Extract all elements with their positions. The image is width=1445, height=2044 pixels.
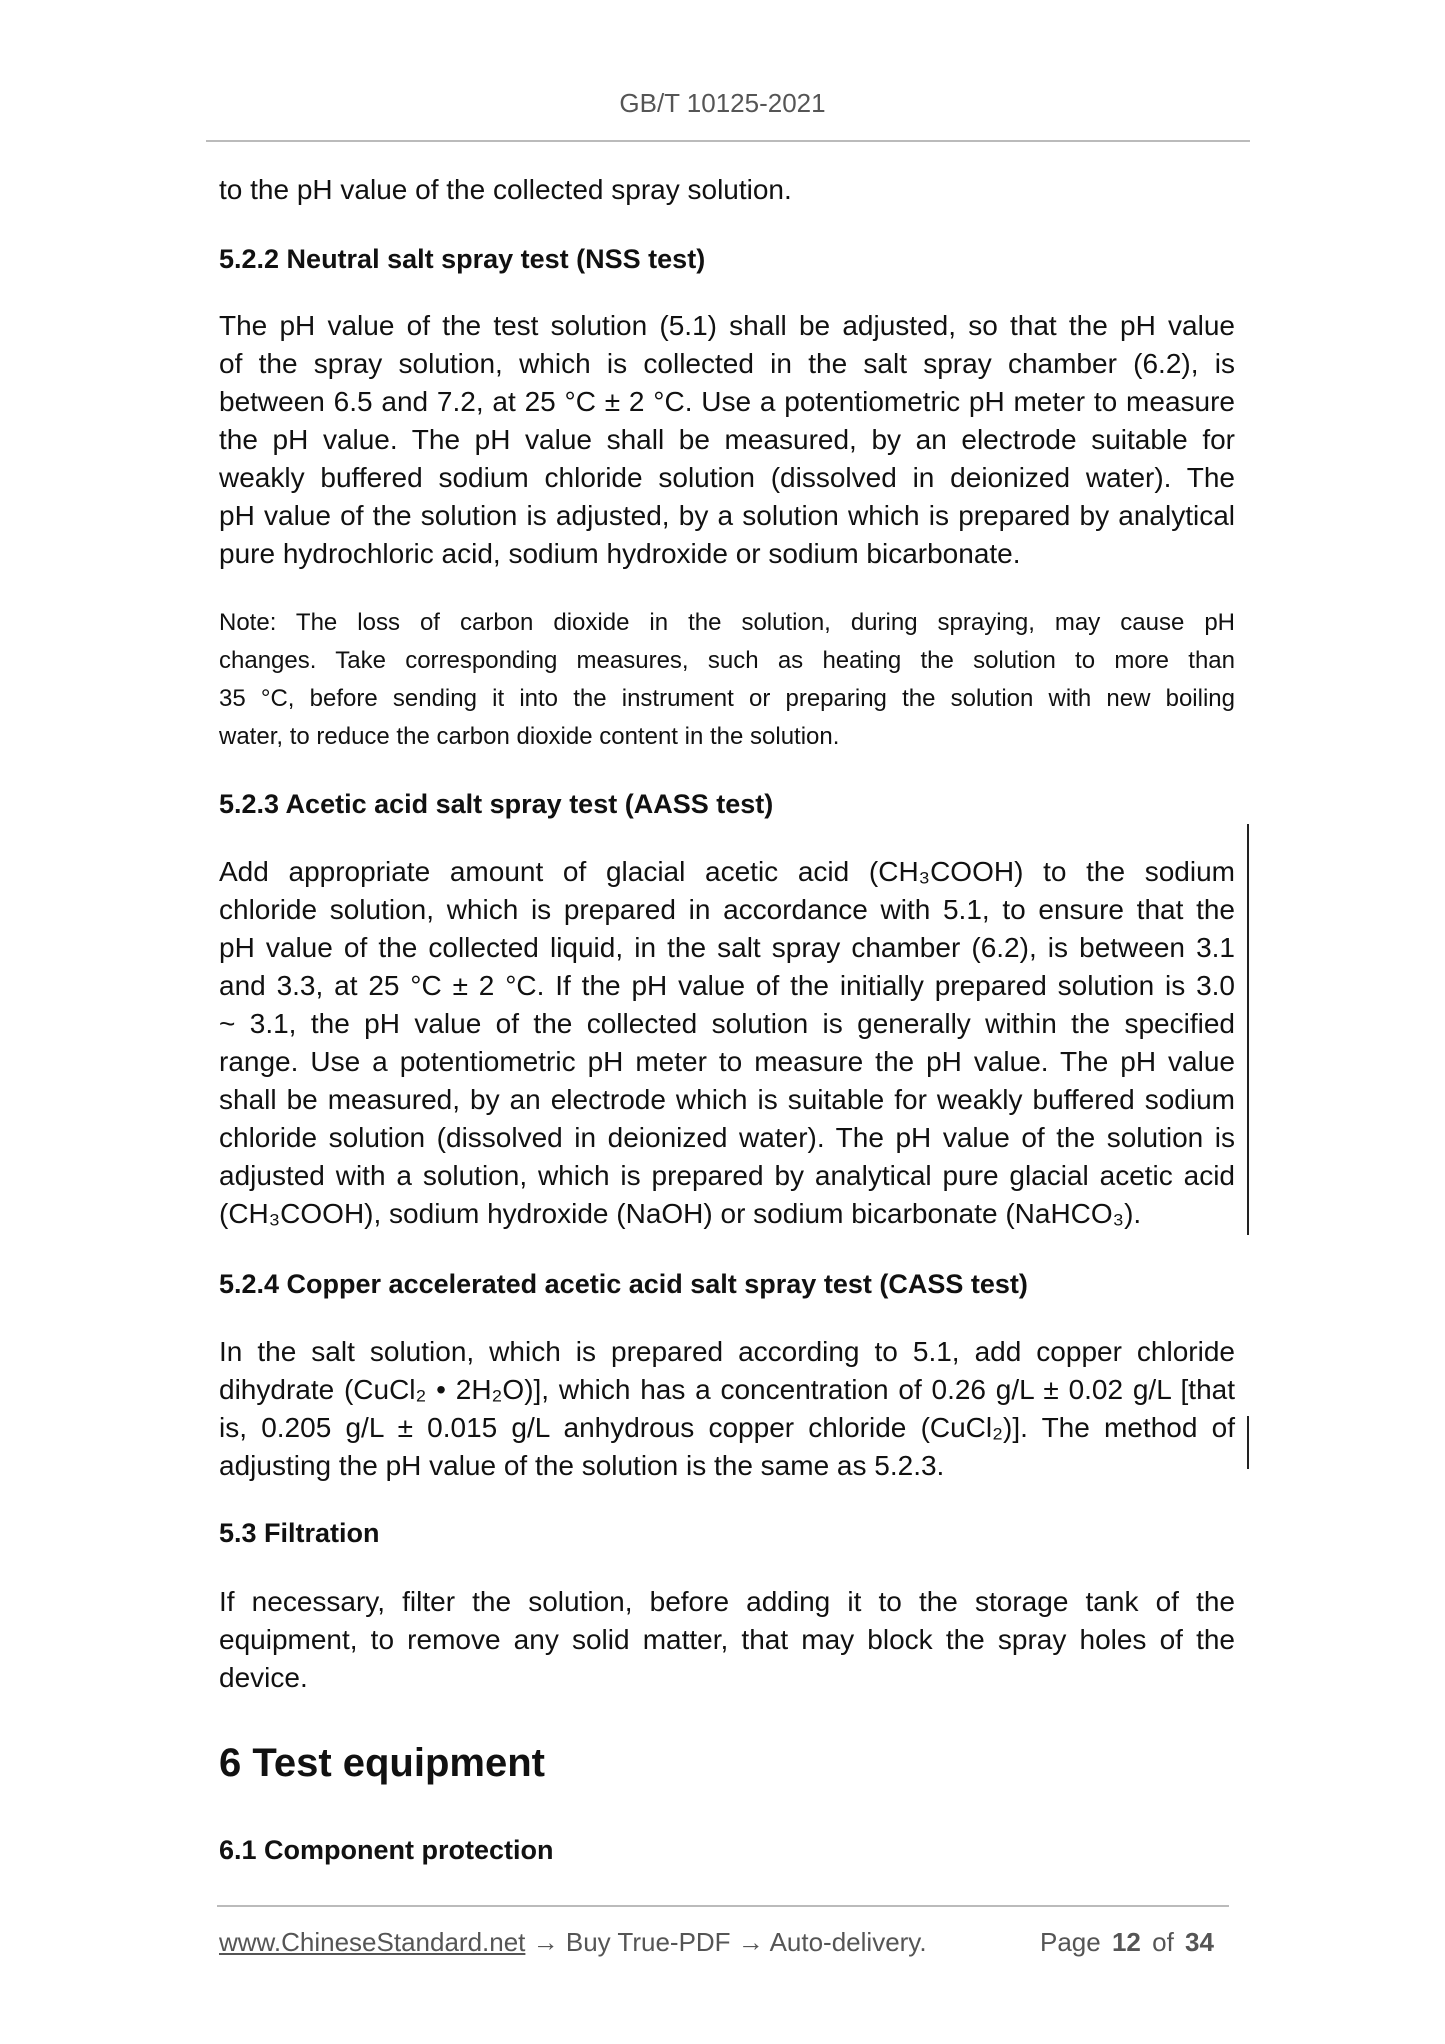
text-line: 35 °C, before sending it into the instrument or preparing the solution with new boiling — [219, 685, 1235, 712]
text-line: device. — [219, 1662, 308, 1693]
text-line: is, 0.205 g/L ± 0.015 g/L anhydrous copper chloride (CuCl₂)]. The method of — [219, 1412, 1235, 1443]
text-line: In the salt solution, which is prepared according to 5.1, add copper chloride — [219, 1336, 1235, 1367]
text-line: pH value of the collected liquid, in the salt spray chamber (6.2), is between 3.1 — [219, 932, 1235, 963]
change-bar — [1247, 824, 1249, 1235]
text-line: the pH value. The pH value shall be measured, by an electrode suitable for — [219, 424, 1235, 455]
footer-divider — [217, 1905, 1229, 1907]
page-of: of — [1152, 1927, 1174, 1957]
footer-link[interactable]: www.ChineseStandard.net — [219, 1927, 526, 1957]
heading-6: 6 Test equipment — [219, 1741, 545, 1785]
heading-5-2-2: 5.2.2 Neutral salt spray test (NSS test) — [219, 244, 706, 274]
text-line: range. Use a potentiometric pH meter to measure the pH value. The pH value — [219, 1046, 1235, 1077]
paragraph-intro — [219, 171, 1235, 209]
note-paragraph — [219, 604, 1235, 756]
document-header: GB/T 10125-2021 — [619, 88, 826, 118]
text-line: chloride solution, which is prepared in accordance with 5.1, to ensure that the — [219, 894, 1235, 925]
page-indicator — [1040, 1924, 1214, 1960]
text-line: equipment, to remove any solid matter, that may block the spray holes of the — [219, 1624, 1235, 1655]
paragraph-aass — [219, 853, 1235, 1233]
footer-promo-text: → Buy True-PDF → Auto-delivery. — [525, 1927, 927, 1957]
heading-5-3: 5.3 Filtration — [219, 1518, 380, 1548]
text-line: adjusting the pH value of the solution is the same as 5.2.3. — [219, 1450, 945, 1481]
paragraph-cass — [219, 1333, 1235, 1485]
text-line: and 3.3, at 25 °C ± 2 °C. If the pH value of the initially prepared solution is 3.0 — [219, 970, 1235, 1001]
text-line: ~ 3.1, the pH value of the collected solution is generally within the specified — [219, 1008, 1235, 1039]
paragraph-nss — [219, 307, 1235, 573]
text-line: Add appropriate amount of glacial acetic acid (CH₃COOH) to the sodium — [219, 856, 1235, 887]
text-line: pure hydrochloric acid, sodium hydroxide or sodium bicarbonate. — [219, 538, 1021, 569]
text-line: (CH₃COOH), sodium hydroxide (NaOH) or sodium bicarbonate (NaHCO₃). — [219, 1198, 1142, 1229]
text-line: to the pH value of the collected spray solution. — [219, 174, 792, 205]
heading-5-2-3: 5.2.3 Acetic acid salt spray test (AASS test) — [219, 789, 774, 819]
change-bar — [1247, 1416, 1249, 1469]
text-line: between 6.5 and 7.2, at 25 °C ± 2 °C. Use a potentiometric pH meter to measure — [219, 386, 1235, 417]
header-divider — [206, 140, 1250, 142]
text-line: Note: The loss of carbon dioxide in the solution, during spraying, may cause pH — [219, 609, 1235, 636]
text-line: shall be measured, by an electrode which is suitable for weakly buffered sodium — [219, 1084, 1235, 1115]
text-line: changes. Take corresponding measures, such as heating the solution to more than — [219, 647, 1235, 674]
text-line: chloride solution (dissolved in deionized water). The pH value of the solution is — [219, 1122, 1235, 1153]
text-line: dihydrate (CuCl₂ • 2H₂O)], which has a concentration of 0.26 g/L ± 0.02 g/L [that — [219, 1374, 1235, 1405]
text-line: weakly buffered sodium chloride solution (dissolved in deionized water). The — [219, 462, 1235, 493]
text-line: The pH value of the test solution (5.1) shall be adjusted, so that the pH value — [219, 310, 1235, 341]
page-label: Page — [1040, 1927, 1101, 1957]
text-line: of the spray solution, which is collected in the salt spray chamber (6.2), is — [219, 348, 1235, 379]
footer-promo — [219, 1924, 927, 1960]
paragraph-filtration — [219, 1583, 1235, 1697]
heading-5-2-4: 5.2.4 Copper accelerated acetic acid salt spray test (CASS test) — [219, 1269, 1028, 1299]
text-line: If necessary, filter the solution, before adding it to the storage tank of the — [219, 1586, 1235, 1617]
page-total: 34 — [1185, 1927, 1214, 1957]
text-line: pH value of the solution is adjusted, by a solution which is prepared by analytical — [219, 500, 1235, 531]
page-number: 12 — [1111, 1927, 1141, 1957]
text-line: adjusted with a solution, which is prepared by analytical pure glacial acetic acid — [219, 1160, 1235, 1191]
text-line: water, to reduce the carbon dioxide content in the solution. — [219, 723, 840, 750]
heading-6-1: 6.1 Component protection — [219, 1835, 554, 1865]
